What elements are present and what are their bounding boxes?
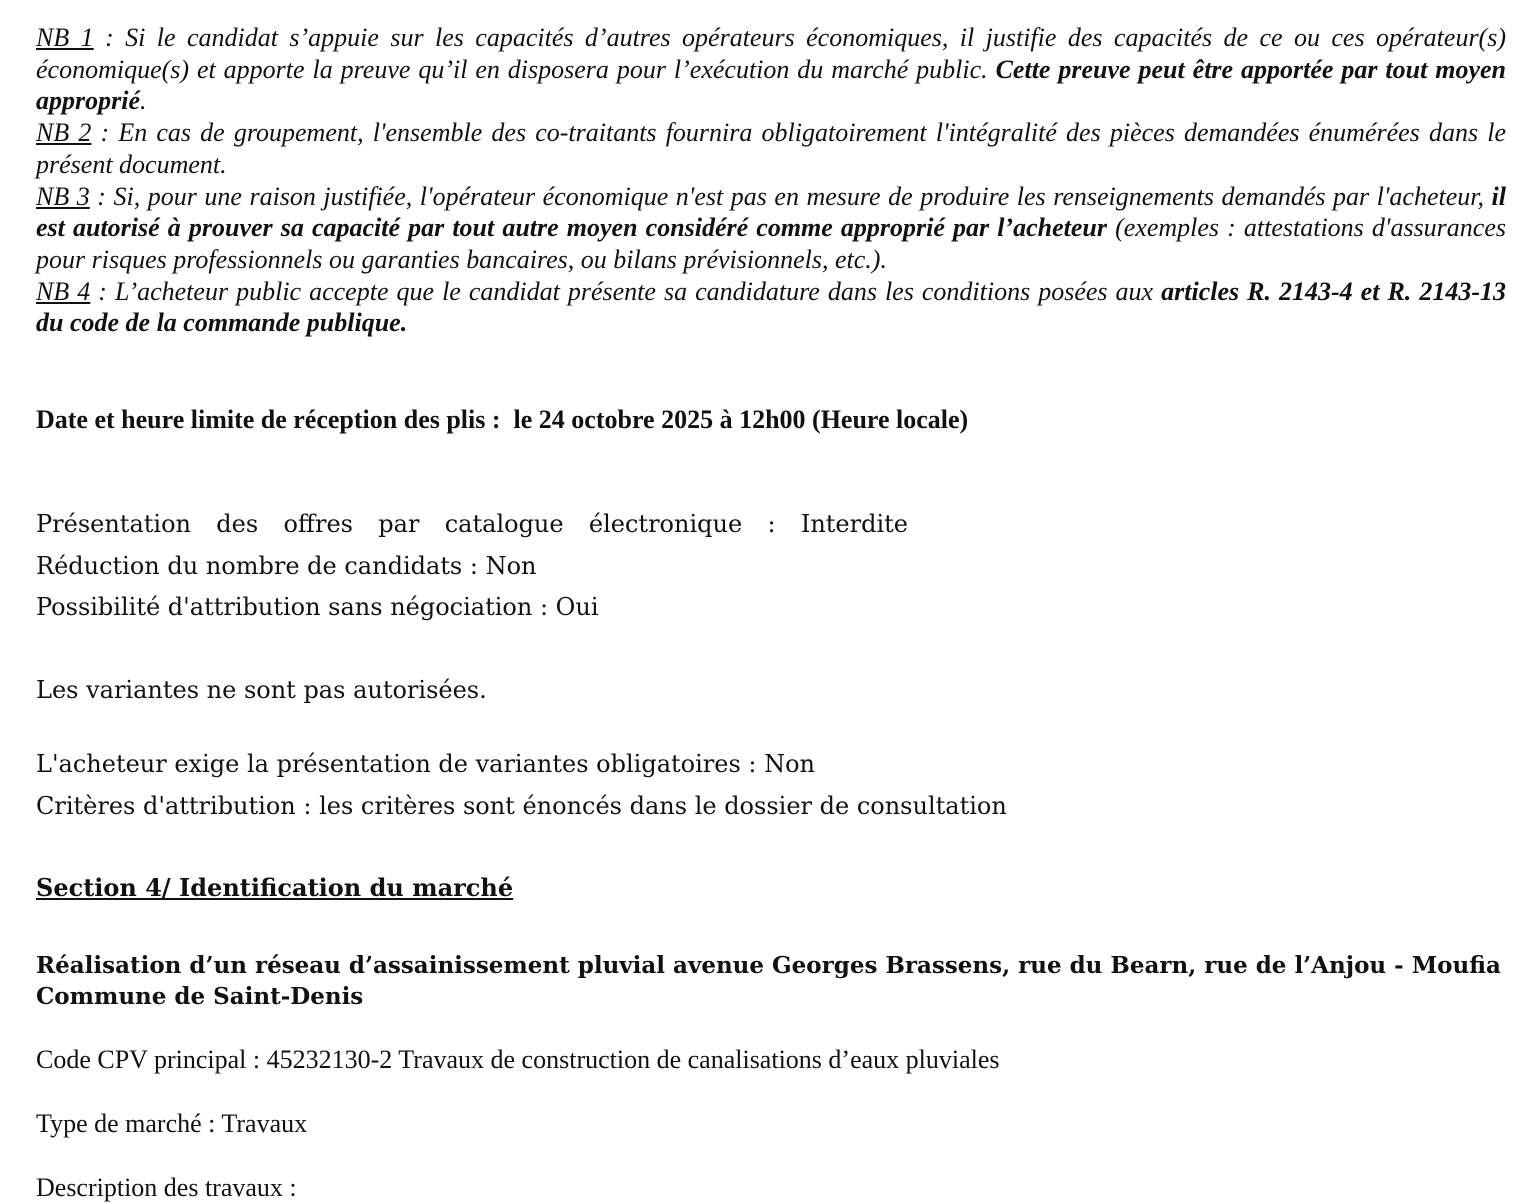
market-type-line: Type de marché : Travaux [36, 1109, 308, 1138]
nb-note-text: : L’acheteur public accepte que le candidat présente sa candidature dans les conditions posées aux [90, 276, 1162, 306]
nb-note-bold: il est autorisé à prouver sa capacité par tout autre moyen considéré comme approprié par l’acheteur [36, 181, 1506, 243]
deadline-line [36, 404, 968, 436]
description-label: Description des travaux : [36, 1173, 297, 1202]
nb-note-3 [36, 181, 1506, 276]
nb-note-label: NB 3 [36, 181, 90, 211]
nb-note-after: (exemples : attestations d'assurances pour risques professionnels ou garanties bancaires, ou bilans prévisionnels, etc.). [36, 213, 1506, 274]
section-title: Section 4/ Identification du marché [36, 873, 514, 902]
offer-info [36, 504, 908, 629]
deadline-label: Date et heure limite de réception des plis : [36, 405, 501, 434]
variants-required-line: L'acheteur exige la présentation de variantes obligatoires : Non [36, 750, 816, 778]
nb-note-bold: Cette preuve peut être apportée par tout moyen approprié [36, 54, 1506, 116]
nb-note-bold: articles R. 2143-4 et R. 2143-13 du code de la commande publique. [36, 276, 1506, 338]
negotiation-line: Possibilité d'attribution sans négociation : Oui [36, 593, 599, 621]
nb-note-text: : Si le candidat s’appuie sur les capacités d’autres opérateurs économiques, il justifie des capacités de ce ou ces opérateur(s) économique(s) et apporte la preuve qu’il en disposera pour l’exécution du marché public. [36, 23, 1506, 84]
cpv-line: Code CPV principal : 45232130-2 Travaux de construction de canalisations d’eaux pluviales [36, 1045, 1000, 1074]
criteria-line: Critères d'attribution : les critères sont énoncés dans le dossier de consultation [36, 791, 1007, 820]
nb-note-after: . [140, 86, 147, 116]
document-page [36, 22, 1506, 1202]
nb-note-4 [36, 276, 1506, 339]
deadline-value: le 24 octobre 2025 à 12h00 (Heure locale) [513, 405, 969, 434]
nb-note-label: NB 1 [36, 23, 94, 52]
criteria-block [36, 744, 1007, 827]
nb-note-text: : En cas de groupement, l'ensemble des co-traitants fournira obligatoirement l'intégralité des pièces demandées énumérées dans le présent document. [36, 118, 1506, 179]
nb-note-label: NB 4 [36, 276, 91, 306]
nb-note-2 [36, 117, 1506, 180]
variants-line: Les variantes ne sont pas autorisées. [36, 676, 487, 704]
market-title: Réalisation d’un réseau d’assainissement pluvial avenue Georges Brassens, rue du Bearn, rue de l’Anjou - Moufia Commune de Saint-Denis [36, 952, 1501, 1010]
catalogue-line: Présentation des offres par catalogue électronique : Interdite [36, 510, 908, 538]
nb-note-text: : Si, pour une raison justifiée, l'opérateur économique n'est pas en mesure de produire les renseignements demandés par l'acheteur, [89, 181, 1492, 211]
nb-note-label: NB 2 [36, 118, 92, 148]
nb-note-1 [36, 22, 1506, 117]
nb-notes [36, 22, 1506, 339]
reduction-line: Réduction du nombre de candidats : Non [36, 551, 537, 580]
